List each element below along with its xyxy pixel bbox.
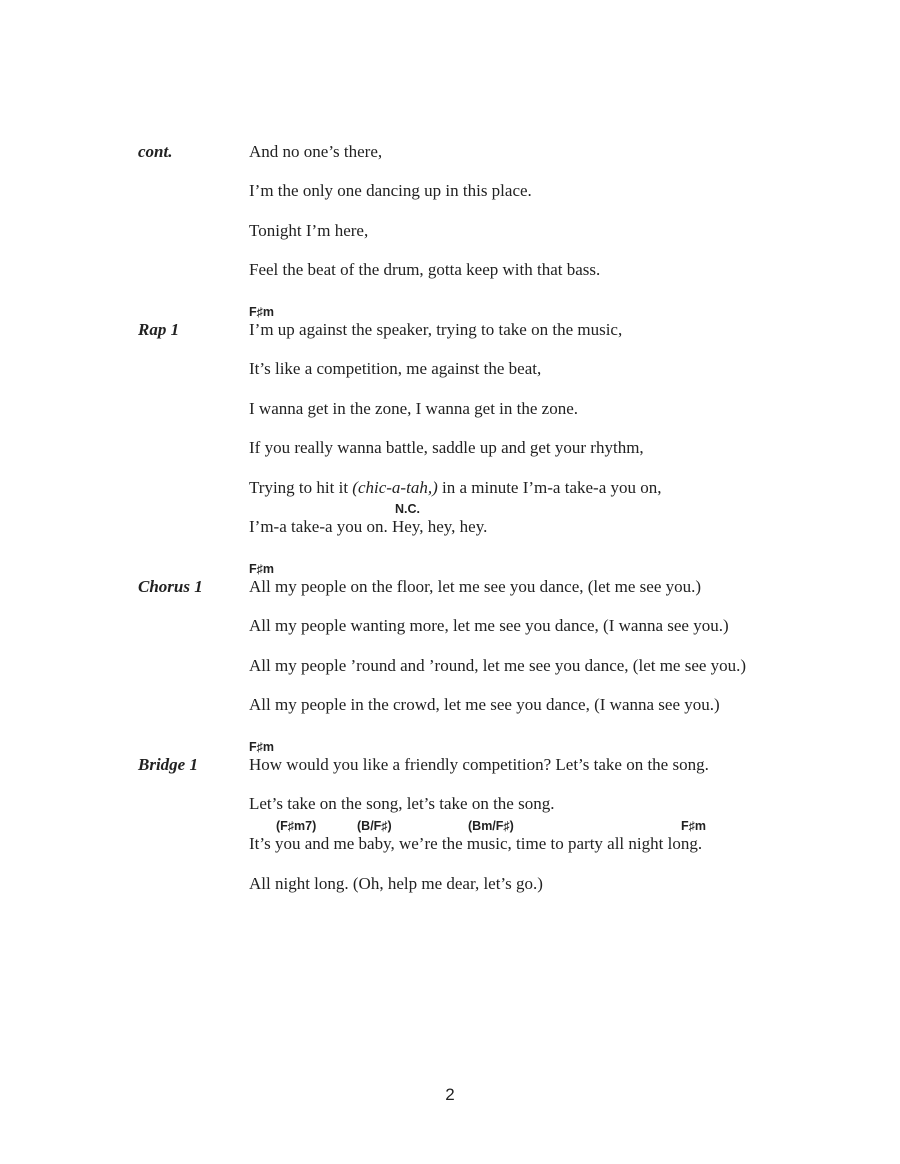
page-number: 2 [445,1085,455,1104]
lyric-line: I’m-a take-a you on. Hey, hey, hey. [249,517,488,536]
lyric-line: All night long. (Oh, help me dear, let’s go.) [249,874,543,893]
chord-symbol: F♯m [249,740,274,754]
chord-symbol: (B/F♯) [357,819,392,833]
chord-symbol: F♯m [249,305,274,319]
chord-symbol: F♯m [249,562,274,576]
chord-symbol: (F♯m7) [276,819,317,833]
lyric-line: How would you like a friendly competition? Let’s take on the song. [249,755,709,774]
lyric-line: All my people on the floor, let me see you dance, (let me see you.) [249,577,702,596]
lyric-line: All my people in the crowd, let me see you dance, (I wanna see you.) [249,695,720,714]
lyric-line: All my people wanting more, let me see you dance, (I wanna see you.) [249,616,729,635]
lyric-line: Let’s take on the song, let’s take on the song. [249,794,555,813]
chord-symbol: F♯m [681,819,706,833]
lyric-line: It’s like a competition, me against the beat, [249,359,542,378]
chord-symbol: (Bm/F♯) [468,819,514,833]
lyric-line: I wanna get in the zone, I wanna get in the zone. [249,399,579,418]
lyric-line: Tonight I’m here, [249,221,369,240]
lyric-line: All my people ’round and ’round, let me see you dance, (let me see you.) [249,656,747,675]
lyric-line: Feel the beat of the drum, gotta keep with that bass. [249,260,601,279]
lyric-line: It’s you and me baby, we’re the music, time to party all night long. [249,834,703,853]
lyric-line: And no one’s there, [249,142,383,161]
section-label-chorus-1: Chorus 1 [138,577,203,596]
lyric-text: in a minute I’m-a take-a you on, [437,478,662,497]
chord-symbol: N.C. [395,502,420,516]
lyric-line: I’m the only one dancing up in this place. [249,181,532,200]
section-label-rap-1: Rap 1 [138,320,180,339]
lyric-line: If you really wanna battle, saddle up and get your rhythm, [249,438,644,457]
lyric-text: Trying to hit it [249,478,353,497]
lyric-italic-text: (chic-a-tah,) [352,478,438,497]
lyric-line: I’m up against the speaker, trying to take on the music, [249,320,623,339]
lyric-line [249,478,662,498]
section-label-cont: cont. [138,142,173,161]
section-label-bridge-1: Bridge 1 [138,755,198,774]
